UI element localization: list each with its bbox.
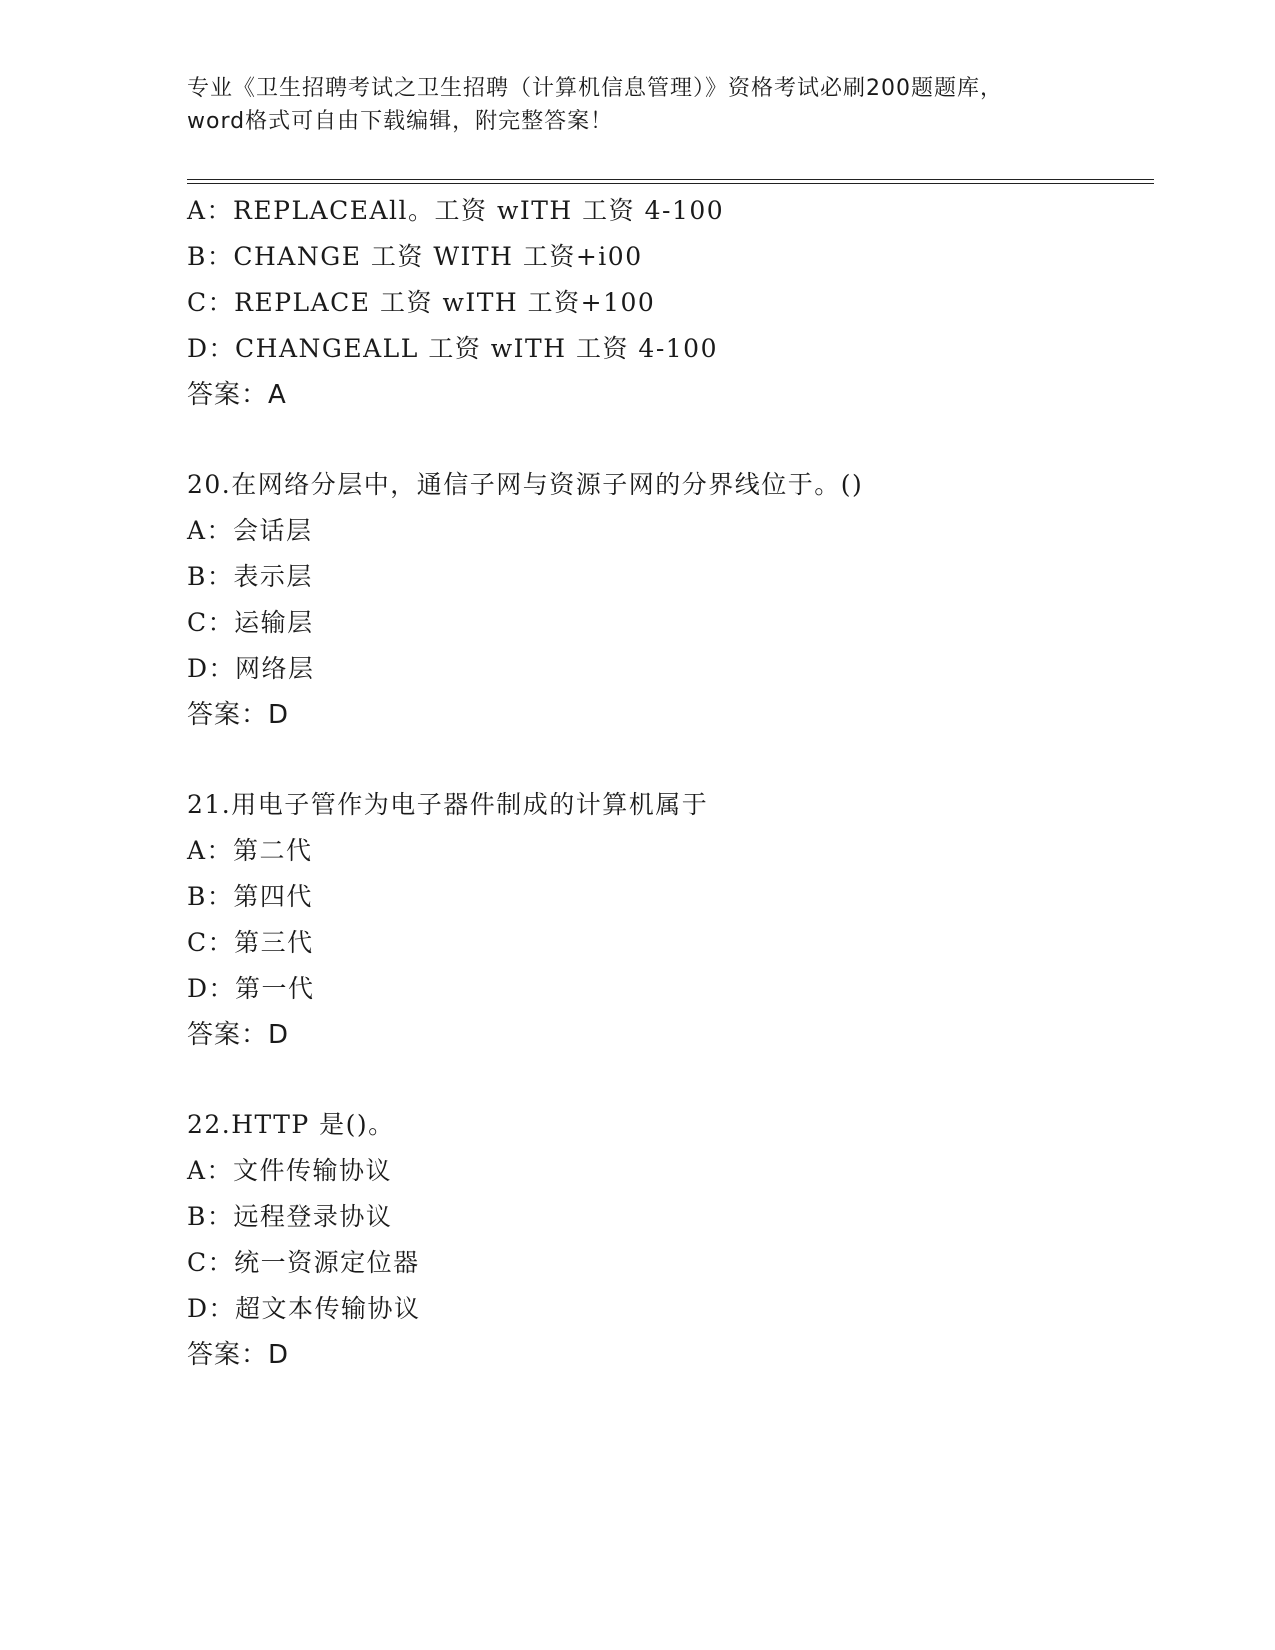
option-d: D：CHANGEALL 工资 wITH 工资 4-100 bbox=[187, 334, 718, 363]
answer: 答案：D bbox=[187, 1020, 290, 1050]
answer: 答案：D bbox=[187, 1340, 290, 1370]
option-c: C：运输层 bbox=[187, 608, 314, 637]
question-stem: 22.HTTP 是()。 bbox=[187, 1110, 395, 1139]
option-a: A：REPLACEAll。工资 wITH 工资 4-100 bbox=[187, 196, 725, 225]
option-b: B：CHANGE 工资 WITH 工资+i00 bbox=[187, 242, 643, 271]
option-b: B：远程登录协议 bbox=[187, 1202, 393, 1231]
question-stem: 20.在网络分层中，通信子网与资源子网的分界线位于。() bbox=[187, 470, 864, 499]
option-d: D：第一代 bbox=[187, 974, 315, 1003]
option-d: D：网络层 bbox=[187, 654, 315, 683]
option-b: B：第四代 bbox=[187, 882, 313, 911]
option-a: A：第二代 bbox=[187, 836, 313, 865]
spacer bbox=[187, 1058, 1147, 1102]
option-c: C：第三代 bbox=[187, 928, 314, 957]
question-19 bbox=[187, 188, 1147, 418]
answer: 答案：D bbox=[187, 700, 290, 730]
question-stem: 21.用电子管作为电子器件制成的计算机属于 bbox=[187, 790, 709, 819]
header-divider-top bbox=[187, 179, 1154, 180]
answer: 答案：A bbox=[187, 380, 287, 410]
spacer bbox=[187, 418, 1147, 462]
header-title-line: 专业《卫生招聘考试之卫生招聘（计算机信息管理）》资格考试必刷200题题库， bbox=[187, 76, 1003, 101]
option-c: C：统一资源定位器 bbox=[187, 1248, 420, 1277]
question-20 bbox=[187, 462, 1147, 738]
option-a: A：文件传输协议 bbox=[187, 1156, 393, 1185]
question-list bbox=[187, 188, 1147, 1378]
header-divider-bottom bbox=[187, 183, 1154, 184]
option-d: D：超文本传输协议 bbox=[187, 1294, 421, 1323]
option-c: C：REPLACE 工资 wITH 工资+100 bbox=[187, 288, 656, 317]
spacer bbox=[187, 738, 1147, 782]
header-subtitle-line: word格式可自由下载编辑，附完整答案！ bbox=[187, 109, 614, 134]
question-22 bbox=[187, 1102, 1147, 1378]
option-a: A：会话层 bbox=[187, 516, 313, 545]
document-header bbox=[187, 72, 1087, 138]
question-21 bbox=[187, 782, 1147, 1058]
option-b: B：表示层 bbox=[187, 562, 313, 591]
